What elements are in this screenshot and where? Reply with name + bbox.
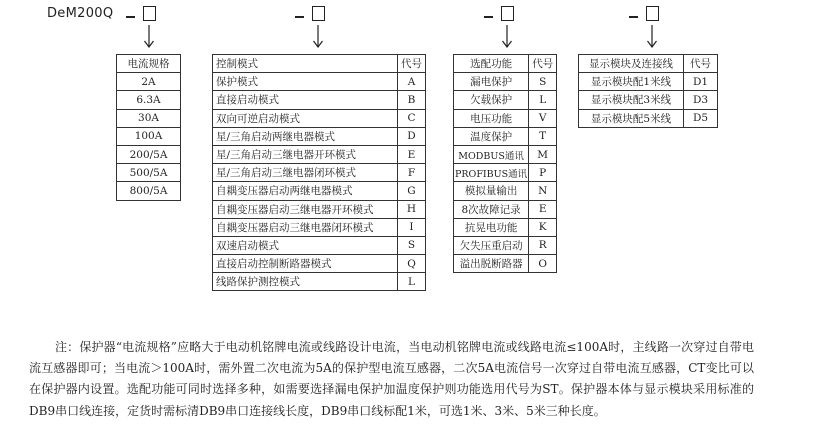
note-text: 注：保护器“电流规格”应略大于电动机铭牌电流或线路设计电流，当电动机铭牌电流或线路电流≤100A时，主线路一次穿过自带电流互感器即可；当电流＞100A时，需外置二次电流为5A的保护型电流互感器，二次5A电流信号一次穿过自带电流互感器，CT变比可以在保护器内设置。选配功能可同时选择多种，如需要选择漏电保护加温度保护则功能选用代号为ST。保护器本体与显示模块采用标准的DB9串口线连接，定货时需标清DB9串口连接线长度，DB9串口线标配1米，可选1米、3米、5米三种长度。 bbox=[29, 340, 754, 418]
table-cell: 200/5A bbox=[117, 145, 181, 163]
table-cell-code: D5 bbox=[684, 109, 718, 127]
table-row bbox=[213, 236, 426, 254]
control-mode-table bbox=[212, 54, 426, 291]
table-header-row bbox=[454, 55, 557, 73]
table-cell-code: D3 bbox=[684, 91, 718, 109]
table-cell-code: S bbox=[529, 73, 557, 91]
table-cell-code: L bbox=[529, 91, 557, 109]
table-cell: 抗晃电功能 bbox=[454, 218, 529, 236]
table-row bbox=[213, 200, 426, 218]
current-spec-table bbox=[116, 54, 181, 201]
code-segment-current bbox=[126, 6, 170, 52]
code-box bbox=[312, 6, 325, 21]
model-prefix: DeM200Q bbox=[47, 6, 114, 21]
table-row bbox=[454, 164, 557, 182]
table-cell: 欠失压重启动 bbox=[454, 236, 529, 254]
table-cell: 双速启动模式 bbox=[213, 236, 398, 254]
separator-dash bbox=[629, 16, 638, 18]
table-cell-code: E bbox=[398, 145, 426, 163]
table-cell: 100A bbox=[117, 127, 181, 145]
note-paragraph bbox=[29, 337, 754, 422]
table-row bbox=[213, 73, 426, 91]
table-row bbox=[454, 145, 557, 163]
table-row bbox=[213, 218, 426, 236]
table-cell-code: Q bbox=[398, 255, 426, 273]
table-row bbox=[117, 164, 181, 182]
table-header-cell: 代号 bbox=[684, 55, 718, 73]
table-cell-code: E bbox=[529, 200, 557, 218]
display-module-table bbox=[578, 54, 718, 128]
table-cell-code: K bbox=[529, 218, 557, 236]
down-arrow-icon bbox=[143, 25, 155, 51]
table-cell: 2A bbox=[117, 73, 181, 91]
table-cell-code: L bbox=[398, 273, 426, 291]
separator-dash bbox=[484, 16, 493, 18]
table-row bbox=[213, 91, 426, 109]
table-cell: 30A bbox=[117, 109, 181, 127]
down-arrow-icon bbox=[646, 25, 658, 51]
table-row bbox=[454, 255, 557, 273]
table-row bbox=[454, 91, 557, 109]
table-cell: 自耦变压器启动三继电器闭环模式 bbox=[213, 218, 398, 236]
table-cell-code: D bbox=[398, 127, 426, 145]
separator-dash bbox=[126, 16, 135, 18]
table-cell: MODBUS通讯 bbox=[454, 145, 529, 163]
table-row bbox=[213, 255, 426, 273]
table-header-cell: 选配功能 bbox=[454, 55, 529, 73]
table-row bbox=[213, 273, 426, 291]
table-row bbox=[117, 91, 181, 109]
table-cell: 6.3A bbox=[117, 91, 181, 109]
table-header-row bbox=[579, 55, 718, 73]
table-cell-code: I bbox=[398, 218, 426, 236]
table-cell-code: P bbox=[529, 164, 557, 182]
table-cell: 800/5A bbox=[117, 182, 181, 200]
code-box bbox=[501, 6, 514, 21]
table-cell: 直接启动控制断路器模式 bbox=[213, 255, 398, 273]
table-header-row bbox=[213, 55, 426, 73]
table-row bbox=[117, 73, 181, 91]
table-cell: 溢出脱断路器 bbox=[454, 255, 529, 273]
table-cell-code: O bbox=[529, 255, 557, 273]
table-cell: 显示模块配1米线 bbox=[579, 73, 684, 91]
table-cell-code: F bbox=[398, 164, 426, 182]
table-row bbox=[213, 164, 426, 182]
table-row bbox=[117, 145, 181, 163]
table-cell: 显示模块配3米线 bbox=[579, 91, 684, 109]
table-header-cell: 显示模块及连接线 bbox=[579, 55, 684, 73]
table-cell-code: M bbox=[529, 145, 557, 163]
code-segment-function bbox=[484, 6, 528, 52]
table-cell: 漏电保护 bbox=[454, 73, 529, 91]
table-cell-code: B bbox=[398, 91, 426, 109]
table-row bbox=[579, 73, 718, 91]
table-row bbox=[213, 145, 426, 163]
code-box bbox=[143, 6, 156, 21]
table-row bbox=[579, 109, 718, 127]
table-row bbox=[454, 109, 557, 127]
table-cell: 自耦变压器启动三继电器开环模式 bbox=[213, 200, 398, 218]
table-row bbox=[117, 109, 181, 127]
optional-function-table bbox=[453, 54, 557, 273]
table-cell-code: V bbox=[529, 109, 557, 127]
code-box bbox=[646, 6, 659, 21]
table-row bbox=[454, 218, 557, 236]
table-header-cell: 电流规格 bbox=[117, 55, 181, 73]
table-cell-code: T bbox=[529, 127, 557, 145]
down-arrow-icon bbox=[501, 25, 513, 51]
table-row bbox=[213, 127, 426, 145]
down-arrow-icon bbox=[312, 25, 324, 51]
table-row bbox=[454, 182, 557, 200]
table-row bbox=[213, 182, 426, 200]
code-segment-control bbox=[295, 6, 339, 52]
table-row bbox=[579, 91, 718, 109]
table-cell: 自耦变压器启动两继电器模式 bbox=[213, 182, 398, 200]
table-cell: 电压功能 bbox=[454, 109, 529, 127]
table-cell: 线路保护测控模式 bbox=[213, 273, 398, 291]
table-cell: 8次故障记录 bbox=[454, 200, 529, 218]
table-cell: 显示模块配5米线 bbox=[579, 109, 684, 127]
table-header-row bbox=[117, 55, 181, 73]
table-cell: 双向可逆启动模式 bbox=[213, 109, 398, 127]
table-row bbox=[454, 127, 557, 145]
table-cell: 星/三角启动三继电器闭环模式 bbox=[213, 164, 398, 182]
table-cell-code: G bbox=[398, 182, 426, 200]
table-row bbox=[454, 200, 557, 218]
table-row bbox=[117, 182, 181, 200]
table-cell: 直接启动模式 bbox=[213, 91, 398, 109]
table-row bbox=[117, 127, 181, 145]
table-cell-code: D1 bbox=[684, 73, 718, 91]
table-row bbox=[213, 109, 426, 127]
table-cell-code: S bbox=[398, 236, 426, 254]
table-cell: 欠载保护 bbox=[454, 91, 529, 109]
table-cell: PROFIBUS通讯 bbox=[454, 164, 529, 182]
table-cell: 500/5A bbox=[117, 164, 181, 182]
table-header-cell: 控制模式 bbox=[213, 55, 398, 73]
table-header-cell: 代号 bbox=[529, 55, 557, 73]
table-cell-code: C bbox=[398, 109, 426, 127]
code-segment-display bbox=[629, 6, 673, 52]
table-cell-code: A bbox=[398, 73, 426, 91]
table-cell-code: N bbox=[529, 182, 557, 200]
table-cell-code: H bbox=[398, 200, 426, 218]
table-cell: 模拟量输出 bbox=[454, 182, 529, 200]
separator-dash bbox=[295, 16, 304, 18]
table-cell: 保护模式 bbox=[213, 73, 398, 91]
table-cell-code: R bbox=[529, 236, 557, 254]
table-row bbox=[454, 73, 557, 91]
table-cell: 温度保护 bbox=[454, 127, 529, 145]
table-row bbox=[454, 236, 557, 254]
table-header-cell: 代号 bbox=[398, 55, 426, 73]
table-cell: 星/三角启动三继电器开环模式 bbox=[213, 145, 398, 163]
table-cell: 星/三角启动两继电器模式 bbox=[213, 127, 398, 145]
